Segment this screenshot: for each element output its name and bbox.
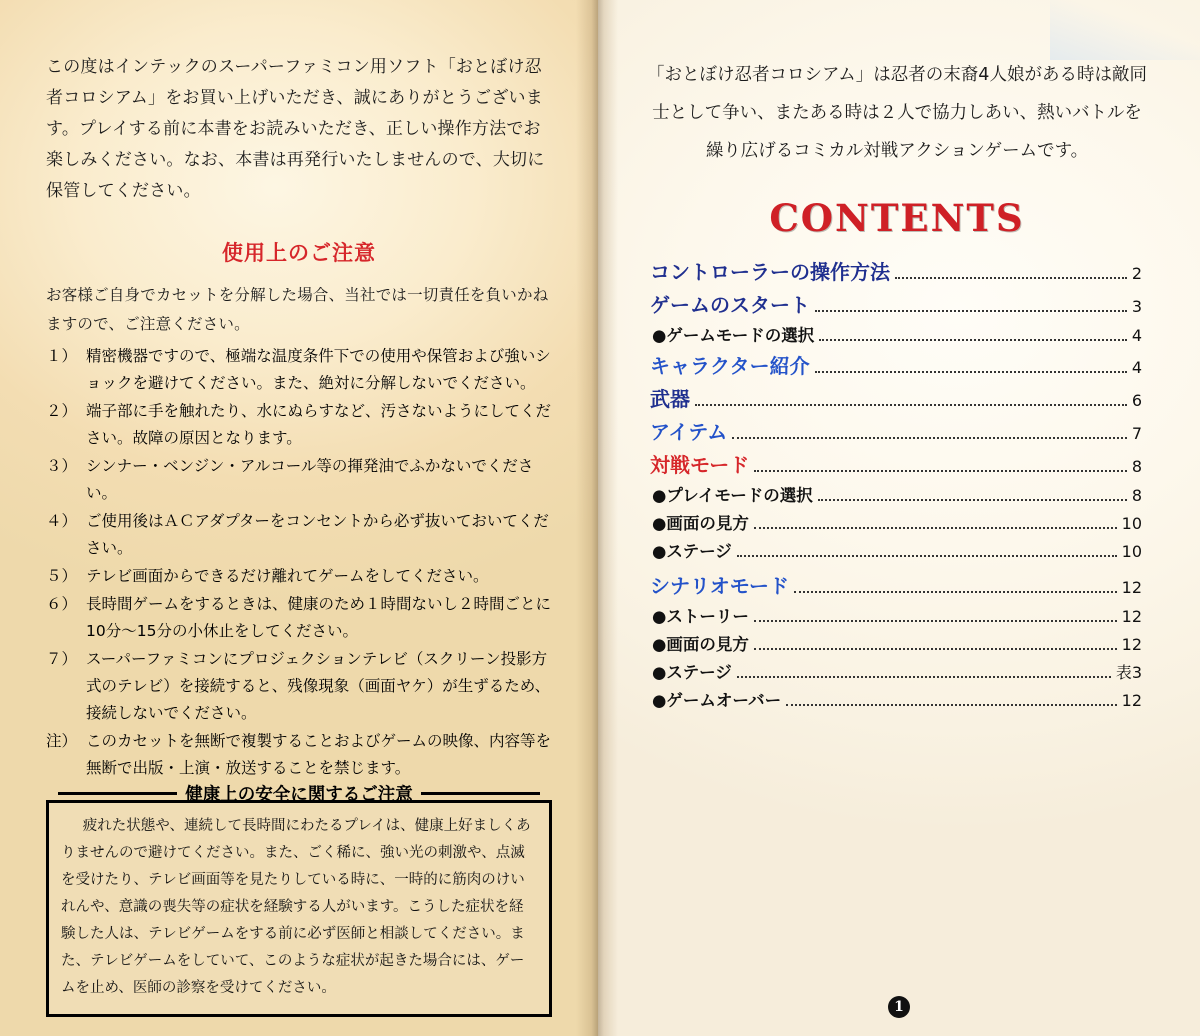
toc-page: 4 [1131, 358, 1142, 377]
list-item [46, 591, 552, 645]
toc-label: キャラクター紹介 [650, 354, 810, 378]
toc-label: ●ゲームオーバー [652, 691, 782, 710]
list-item-number: １） [46, 347, 78, 365]
rule-left [58, 792, 177, 795]
toc-entry[interactable] [652, 538, 1142, 562]
list-item-text: 端子部に手を触れたり、水にぬらすなど、汚さないようにしてください。故障の原因となります。 [86, 402, 552, 447]
list-item [46, 398, 552, 452]
toc-label: ●ゲームモードの選択 [652, 326, 815, 345]
toc-entry[interactable] [650, 383, 1142, 412]
toc-page: 3 [1131, 297, 1142, 316]
toc-entry[interactable] [652, 687, 1142, 711]
left-page [0, 0, 598, 1036]
toc-dots [754, 648, 1117, 650]
toc-dots [818, 499, 1127, 501]
toc-label: ●ステージ [652, 663, 732, 682]
list-item [46, 563, 552, 590]
toc-label: ●画面の見方 [652, 514, 749, 533]
intro-paragraph [46, 52, 552, 207]
health-warning-box [46, 785, 552, 1017]
toc-label: ●ステージ [652, 542, 732, 561]
usage-notice-title: 使用上のご注意 [222, 241, 376, 265]
health-warning-body: 疲れた状態や、連続して長時間にわたるプレイは、健康上好ましくありませんので避けてください。また、ごく稀に、強い光の刺激や、点滅を受けたり、テレビ画面等を見たりしている時に、一時的に筋肉のけいれんや、意識の喪失等の症状を経験する人がいます。こうした症状を経験した人は、テレビゲームをする前に必ず医師と相談してください。また、テレビゲームをしていて、このような症状が起きた場合には、ゲームを止め、医師の診察を受けてください。 [61, 818, 531, 996]
contents-heading: CONTENTS [769, 196, 1025, 240]
list-item-text: このカセットを無断で複製することおよびゲームの映像、内容等を無断で出版・上演・放送することを禁じます。 [86, 732, 552, 777]
list-item [46, 646, 552, 727]
toc-entry[interactable] [650, 350, 1142, 379]
toc-page: 2 [1131, 264, 1142, 283]
toc-page: 12 [1121, 578, 1142, 597]
toc-dots [695, 404, 1127, 406]
list-item [46, 343, 552, 397]
toc-page: 8 [1131, 486, 1142, 505]
toc-page: 12 [1121, 635, 1142, 654]
list-item [46, 728, 552, 782]
list-item-text: 精密機器ですので、極端な温度条件下での使用や保管および強いショックを避けてください。また、絶対に分解しないでください。 [86, 347, 551, 392]
list-item [46, 453, 552, 507]
toc-label: 武器 [650, 387, 690, 411]
toc-page: 表3 [1115, 663, 1142, 682]
right-page [598, 0, 1200, 1036]
toc-dots [815, 371, 1127, 373]
toc-page: 10 [1121, 514, 1142, 533]
toc-dots [754, 620, 1117, 622]
table-of-contents [646, 256, 1148, 711]
list-item-number: ３） [46, 457, 78, 475]
list-item-text: 長時間ゲームをするときは、健康のため１時間ないし２時間ごとに10分～15分の小休止をしてください。 [86, 595, 552, 640]
toc-dots [895, 277, 1127, 279]
toc-dots [754, 527, 1117, 529]
page-corner-shading [1050, 0, 1200, 60]
toc-label: 対戦モード [650, 453, 750, 477]
health-warning-title: 健康上の安全に関するご注意 [185, 785, 413, 805]
list-item [46, 508, 552, 562]
toc-entry[interactable] [652, 510, 1142, 534]
list-item-number: ４） [46, 512, 78, 530]
toc-label: ゲームのスタート [650, 293, 810, 317]
toc-entry[interactable] [650, 416, 1142, 445]
toc-entry[interactable] [652, 659, 1142, 683]
toc-page: 7 [1131, 424, 1142, 443]
toc-page: 10 [1121, 542, 1142, 561]
toc-label: シナリオモード [650, 574, 789, 598]
toc-page: 8 [1131, 457, 1142, 476]
toc-entry[interactable] [652, 322, 1142, 346]
usage-notice-list [46, 343, 552, 782]
toc-dots [737, 676, 1111, 678]
toc-dots [737, 555, 1117, 557]
toc-entry[interactable] [650, 570, 1142, 599]
toc-label: コントローラーの操作方法 [650, 260, 890, 284]
list-item-number: ６） [46, 595, 78, 613]
toc-label: ●プレイモードの選択 [652, 486, 813, 505]
list-item-number: ５） [46, 567, 78, 585]
toc-entry[interactable] [650, 289, 1142, 318]
health-warning-title-band [58, 781, 540, 806]
list-item-text: シンナー・ベンジン・アルコール等の揮発油でふかないでください。 [86, 457, 534, 502]
toc-dots [786, 704, 1117, 706]
game-blurb: 「おとぼけ忍者コロシアム」は忍者の末裔4人娘がある時は敵同士として争い、またある時は２人で協力しあい、熱いバトルを繰り広げるコミカル対戦アクションゲームです。 [647, 65, 1147, 161]
list-item-number: 注） [46, 732, 78, 750]
toc-dots [754, 470, 1127, 472]
toc-entry[interactable] [652, 631, 1142, 655]
usage-notice-lead: お客様ご自身でカセットを分解した場合、当社では一切責任を負いかねますので、ご注意ください。 [46, 286, 549, 333]
toc-label: ●ストーリー [652, 607, 749, 626]
list-item-text: ご使用後はＡＣアダプターをコンセントから必ず抜いておいてください。 [86, 512, 549, 557]
list-item-text: スーパーファミコンにプロジェクションテレビ（スクリーン投影方式のテレビ）を接続すると、残像現象（画面ヤケ）が生ずるため、接続しないでください。 [86, 650, 551, 722]
toc-label: ●画面の見方 [652, 635, 749, 654]
list-item-number: ７） [46, 650, 78, 668]
toc-dots [732, 437, 1127, 439]
toc-entry[interactable] [652, 603, 1142, 627]
toc-dots [794, 591, 1117, 593]
toc-entry[interactable] [650, 449, 1142, 478]
toc-label: アイテム [650, 420, 728, 444]
toc-dots [815, 310, 1127, 312]
toc-page: 12 [1121, 691, 1142, 710]
page-number: 1 [888, 996, 910, 1018]
toc-page: 4 [1131, 326, 1142, 345]
list-item-number: ２） [46, 402, 78, 420]
toc-dots [819, 339, 1127, 341]
toc-entry[interactable] [652, 482, 1142, 506]
rule-right [421, 792, 540, 795]
toc-page: 6 [1131, 391, 1142, 410]
intro-text: この度はインテックのスーパーファミコン用ソフト「おとぼけ忍者コロシアム」をお買い上げいただき、誠にありがとうございます。プレイする前に本書をお読みいただき、正しい操作方法でお楽しみください。なお、本書は再発行いたしませんので、大切に保管してください。 [46, 57, 545, 201]
toc-page: 12 [1121, 607, 1142, 626]
list-item-text: テレビ画面からできるだけ離れてゲームをしてください。 [86, 567, 489, 585]
toc-entry[interactable] [650, 256, 1142, 285]
